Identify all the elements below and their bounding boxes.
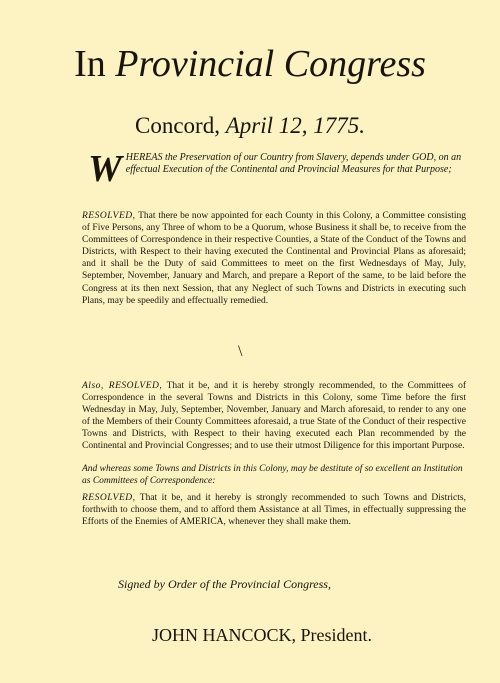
whereas-preamble — [88, 148, 476, 190]
resolution-text: That there be now appointed for each County in this Colony, a Committee consisting of Five Persons, any Three of whom to be a Quorum, whose Business it shall be, to receive from the Committees of Correspondence in their respective Counties, a State of the Conduct of the Towns and Districts, with Respect to their having executed the Continental and Provincial Plans as aforesaid; and it shall be the Duty of said Committees to meet on the first Wednesdays of May, July, September, November, January and March, and prepare a Report of the same, to be laid before the Congress at its then next Session, that any Neglect of such Towns and Districts in executing such Plans, may be speedily and effectually remedied. — [82, 211, 466, 306]
margin-mark: \ — [238, 343, 243, 360]
dateline — [0, 112, 500, 140]
title-main: Provincial Congress — [115, 43, 426, 85]
date-text: April 12, 1775. — [225, 113, 365, 138]
resolution-lead: RESOLVED, — [82, 211, 136, 221]
resolution-text: That it be, and it is hereby strongly recommended, to the Committees of Correspondence in the several Towns and Districts in this Colony, some Time before the first Wednesday in May, July, September, November, January and March aforesaid, to render to any one of the Members of their County Committees aforesaid, a true State of the Conduct of their respective Towns and Districts, with Respect to their having executed each Plan recommended by the Continental and Provincial Congresses; and to use their utmost Diligence for this important Purpose. — [82, 381, 466, 452]
title-prefix: In — [74, 43, 106, 85]
resolution-paragraph-2 — [82, 380, 466, 453]
whereas-paragraph-2: And whereas some Towns and Districts in this Colony, may be destitute of so excellent an Institution as Committees of Correspondence: — [82, 464, 463, 487]
document-title — [0, 40, 500, 88]
drop-cap: W — [88, 148, 122, 190]
whereas-text: HEREAS the Preservation of our Country from Slavery, depends under GOD, on an effectual Execution of the Continental and Provincial Measures for that Purpose; — [125, 152, 462, 175]
signed-line: Signed by Order of the Provincial Congress, — [118, 577, 331, 591]
resolution-text: That it be, and it hereby is strongly recommended to such Towns and Districts, forthwith to choose them, and to afford them Assistance at all Times, in effectually suppressing the Efforts of the Enemies of AMERICA, whenever they shall make them. — [82, 493, 466, 528]
resolution-lead: Also, RESOLVED, — [82, 381, 163, 391]
date-place: Concord, — [135, 113, 220, 138]
resolution-paragraph-3 — [82, 492, 466, 528]
resolution-paragraph-1 — [82, 210, 466, 307]
signature-line: JOHN HANCOCK, President. — [152, 625, 372, 645]
resolution-lead: RESOLVED, — [82, 493, 136, 503]
